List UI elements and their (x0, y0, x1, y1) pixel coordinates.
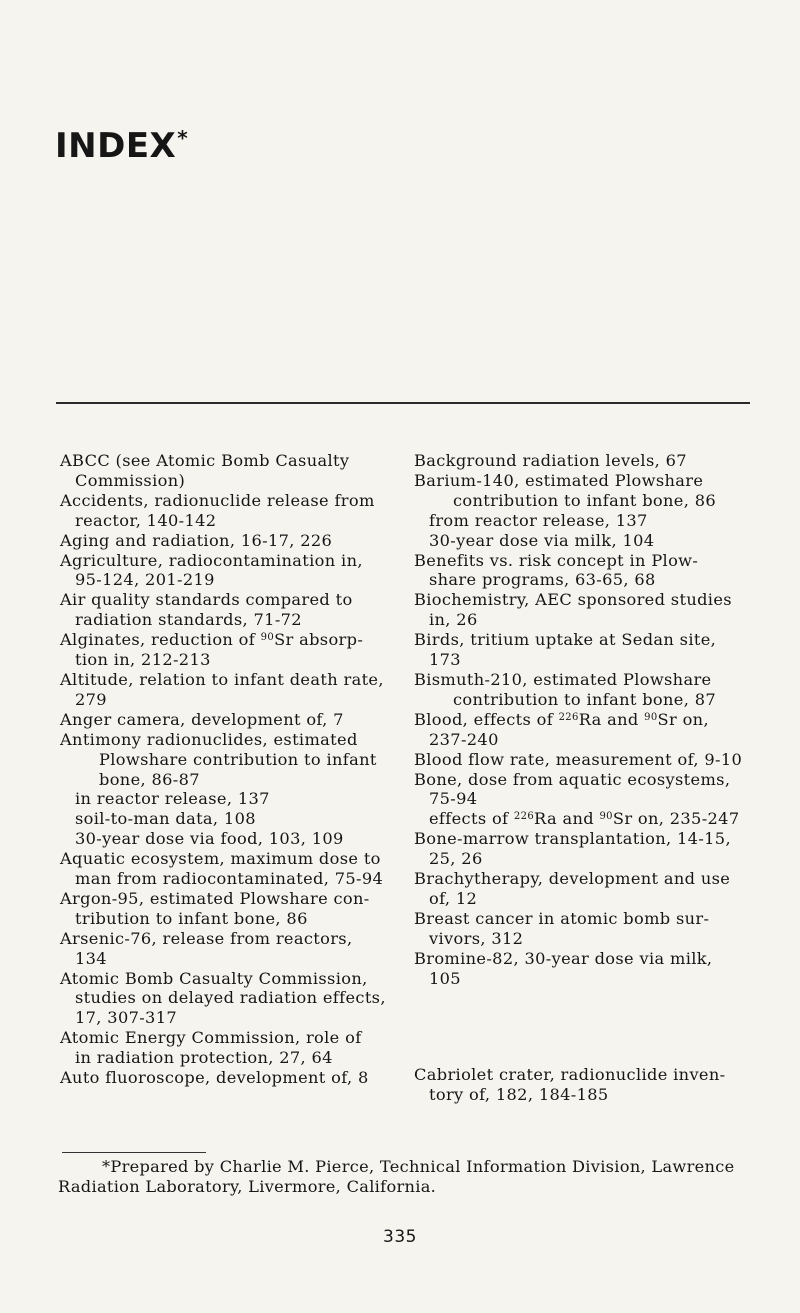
index-entry-line (60, 889, 400, 909)
index-entry-line (414, 889, 764, 909)
index-entry-line (60, 491, 400, 511)
index-entry-line (414, 809, 764, 829)
index-entry-text: Air quality standards compared to (60, 590, 353, 610)
index-entry-text: Cabriolet crater, radionuclide inven- (414, 1065, 726, 1085)
index-entry-line (60, 988, 400, 1008)
index-entry-text: 30-year dose via food, 103, 109 (75, 829, 344, 849)
index-entry-line (60, 750, 400, 770)
index-entry-text: 237-240 (429, 729, 499, 749)
index-entry-line (414, 451, 764, 471)
footnote-line: *Prepared by Charlie M. Pierce, Technical Information Division, Lawrence (102, 1157, 735, 1176)
index-entry-line (60, 949, 400, 969)
index-entry-text: in reactor release, 137 (75, 789, 270, 809)
index-entry-text: ABCC (see Atomic Bomb Casualty (60, 451, 350, 470)
index-entry-text: 25, 26 (429, 849, 483, 869)
index-entry-line (60, 1028, 400, 1048)
footnote (58, 1157, 778, 1197)
title-footnote-mark: * (177, 126, 189, 150)
index-entry-text: tribution to infant bone, 86 (75, 908, 308, 928)
index-entry-line (414, 670, 764, 690)
index-entry-text: Bromine-82, 30-year dose via milk, (414, 948, 713, 968)
index-entry-text: Altitude, relation to infant death rate, (60, 669, 384, 689)
index-entry-text: Bone-marrow transplantation, 14-15, (414, 829, 731, 849)
index-entry-line (60, 789, 400, 809)
index-entry-text: tion in, 212-213 (75, 650, 211, 670)
index-entry-text: Ra and (578, 709, 645, 729)
index-entry-line (60, 849, 400, 869)
isotope-mass-number: 90 (260, 632, 275, 644)
index-entry-line (60, 531, 400, 551)
index-entry-text: Arsenic-76, release from reactors, (60, 928, 353, 948)
index-entry-text: contribution to infant bone, 86 (453, 490, 717, 510)
index-entry-line (414, 630, 764, 650)
isotope-mass-number: 226 (513, 811, 535, 823)
index-entry-text: Birds, tritium uptake at Sedan site, (414, 630, 717, 650)
index-entry-line (414, 551, 764, 571)
index-entry-text: Barium-140, estimated Plowshare (414, 470, 704, 490)
index-entry-line (414, 570, 764, 590)
index-entry-line (60, 650, 400, 670)
index-entry-line (414, 491, 764, 511)
index-entry-line (414, 789, 764, 809)
index-entry-text: Accidents, radionuclide release from (60, 490, 375, 510)
index-entry-line (60, 670, 400, 690)
index-entry-text: 95-124, 201-219 (75, 570, 215, 590)
index-entry-text: 105 (429, 968, 461, 988)
index-entry-line (60, 869, 400, 889)
index-entry-text: of, 12 (429, 888, 478, 908)
index-entry-line (414, 869, 764, 889)
index-entry-text: tory of, 182, 184-185 (429, 1085, 609, 1105)
index-entry-text: Alginates, reduction of (60, 630, 261, 650)
index-entry-text: Aquatic ecosystem, maximum dose to (60, 849, 381, 869)
index-entry-line (414, 750, 764, 770)
index-entry-line (60, 451, 400, 471)
index-entry-text: contribution to infant bone, 87 (453, 689, 717, 709)
index-entry-line (414, 471, 764, 491)
index-entry-line (60, 909, 400, 929)
index-entry-text: 30-year dose via milk, 104 (429, 530, 655, 550)
isotope-mass-number: 226 (558, 711, 579, 723)
index-entry-line (414, 1085, 764, 1105)
isotope-mass-number: 90 (644, 711, 658, 723)
index-entry-text: soil-to-man data, 108 (75, 809, 256, 829)
index-entry-text: Anger camera, development of, 7 (60, 709, 344, 729)
page-title (55, 126, 189, 166)
index-entry-text: 134 (75, 948, 107, 968)
index-entry-line (60, 570, 400, 590)
index-entry-line (60, 1068, 400, 1088)
index-entry-text: Sr on, (657, 709, 709, 729)
index-column-right (414, 451, 764, 1105)
index-entry-text: Argon-95, estimated Plowshare con- (60, 888, 370, 908)
index-entry-text: 17, 307-317 (75, 1008, 178, 1028)
index-entry-line (60, 770, 400, 790)
index-entry-text: Benefits vs. risk concept in Plow- (414, 550, 699, 570)
index-entry-line (60, 1048, 400, 1068)
index-entry-text: bone, 86-87 (99, 769, 200, 789)
index-entry-text: studies on delayed radiation effects, (75, 988, 386, 1008)
index-entry-text: 75-94 (429, 789, 478, 809)
isotope-mass-number: 90 (599, 811, 613, 823)
index-entry-text: Atomic Energy Commission, role of (60, 1028, 362, 1048)
index-entry-text: Plowshare contribution to infant (99, 749, 377, 769)
index-entry-text: 279 (75, 689, 107, 709)
index-entry-line (414, 909, 764, 929)
index-entry-line (60, 630, 400, 650)
index-entry-text: in, 26 (429, 610, 478, 630)
index-entry-text: share programs, 63-65, 68 (429, 570, 656, 590)
index-entry-text: Background radiation levels, 67 (414, 451, 687, 470)
index-entry-text: vivors, 312 (429, 928, 524, 948)
page-title-text: INDEX (55, 126, 177, 166)
index-entry-text: radiation standards, 71-72 (75, 610, 302, 630)
index-entry-line (60, 511, 400, 531)
index-entry-text: Biochemistry, AEC sponsored studies (414, 590, 732, 610)
page-number: 335 (383, 1227, 417, 1247)
index-entry-line (414, 829, 764, 849)
index-entry-text: in radiation protection, 27, 64 (75, 1048, 333, 1068)
index-entry-line (414, 929, 764, 949)
index-entry-line (414, 590, 764, 610)
footnote-divider (62, 1152, 206, 1153)
index-entry-line (60, 551, 400, 571)
index-entry-line (414, 511, 764, 531)
index-entry-line (414, 949, 764, 969)
index-entry-text: Sr absorp- (274, 630, 364, 650)
index-entry-text: Agriculture, radiocontamination in, (60, 550, 363, 570)
index-entry-line (414, 690, 764, 710)
index-entry-text: 173 (429, 650, 461, 670)
index-entry-text: Commission) (75, 470, 186, 490)
index-entry-line (414, 770, 764, 790)
index-entry-line (60, 710, 400, 730)
index-entry-text: man from radiocontaminated, 75-94 (75, 869, 384, 889)
index-column-left (60, 451, 400, 1088)
index-entry-text: Breast cancer in atomic bomb sur- (414, 908, 710, 928)
index-entry-text: Auto fluoroscope, development of, 8 (60, 1068, 369, 1088)
index-entry-line (60, 1008, 400, 1028)
index-entry-line (414, 531, 764, 551)
entry-spacer (414, 988, 764, 1065)
index-entry-text: Blood, effects of (414, 709, 559, 729)
index-entry-text: from reactor release, 137 (429, 510, 648, 530)
index-entry-line (414, 650, 764, 670)
index-entry-text: Bone, dose from aquatic ecosystems, (414, 769, 731, 789)
index-entry-line (414, 1065, 764, 1085)
index-entry-text: Bismuth-210, estimated Plowshare (414, 669, 712, 689)
index-entry-text: Blood flow rate, measurement of, 9-10 (414, 749, 743, 769)
index-entry-line (414, 969, 764, 989)
index-entry-text: reactor, 140-142 (75, 510, 217, 530)
index-entry-line (414, 849, 764, 869)
index-entry-line (414, 610, 764, 630)
index-entry-line (60, 590, 400, 610)
footnote-line: Radiation Laboratory, Livermore, California. (58, 1177, 437, 1196)
index-entry-text: Antimony radionuclides, estimated (60, 729, 358, 749)
index-entry-line (60, 969, 400, 989)
index-entry-text: Atomic Bomb Casualty Commission, (60, 968, 368, 988)
index-entry-text: Ra and (534, 809, 600, 829)
header-divider (56, 402, 750, 404)
index-entry-line (60, 610, 400, 630)
index-entry-text: effects of (429, 809, 514, 829)
index-entry-line (60, 690, 400, 710)
index-entry-line (60, 829, 400, 849)
index-entry-line (60, 730, 400, 750)
index-entry-text: Sr on, 235-247 (612, 809, 740, 829)
index-entry-line (60, 471, 400, 491)
index-entry-line (60, 929, 400, 949)
index-entry-text: Aging and radiation, 16-17, 226 (60, 530, 333, 550)
index-entry-line (414, 710, 764, 730)
index-entry-line (414, 730, 764, 750)
index-entry-line (60, 809, 400, 829)
index-entry-text: Brachytherapy, development and use (414, 869, 731, 889)
